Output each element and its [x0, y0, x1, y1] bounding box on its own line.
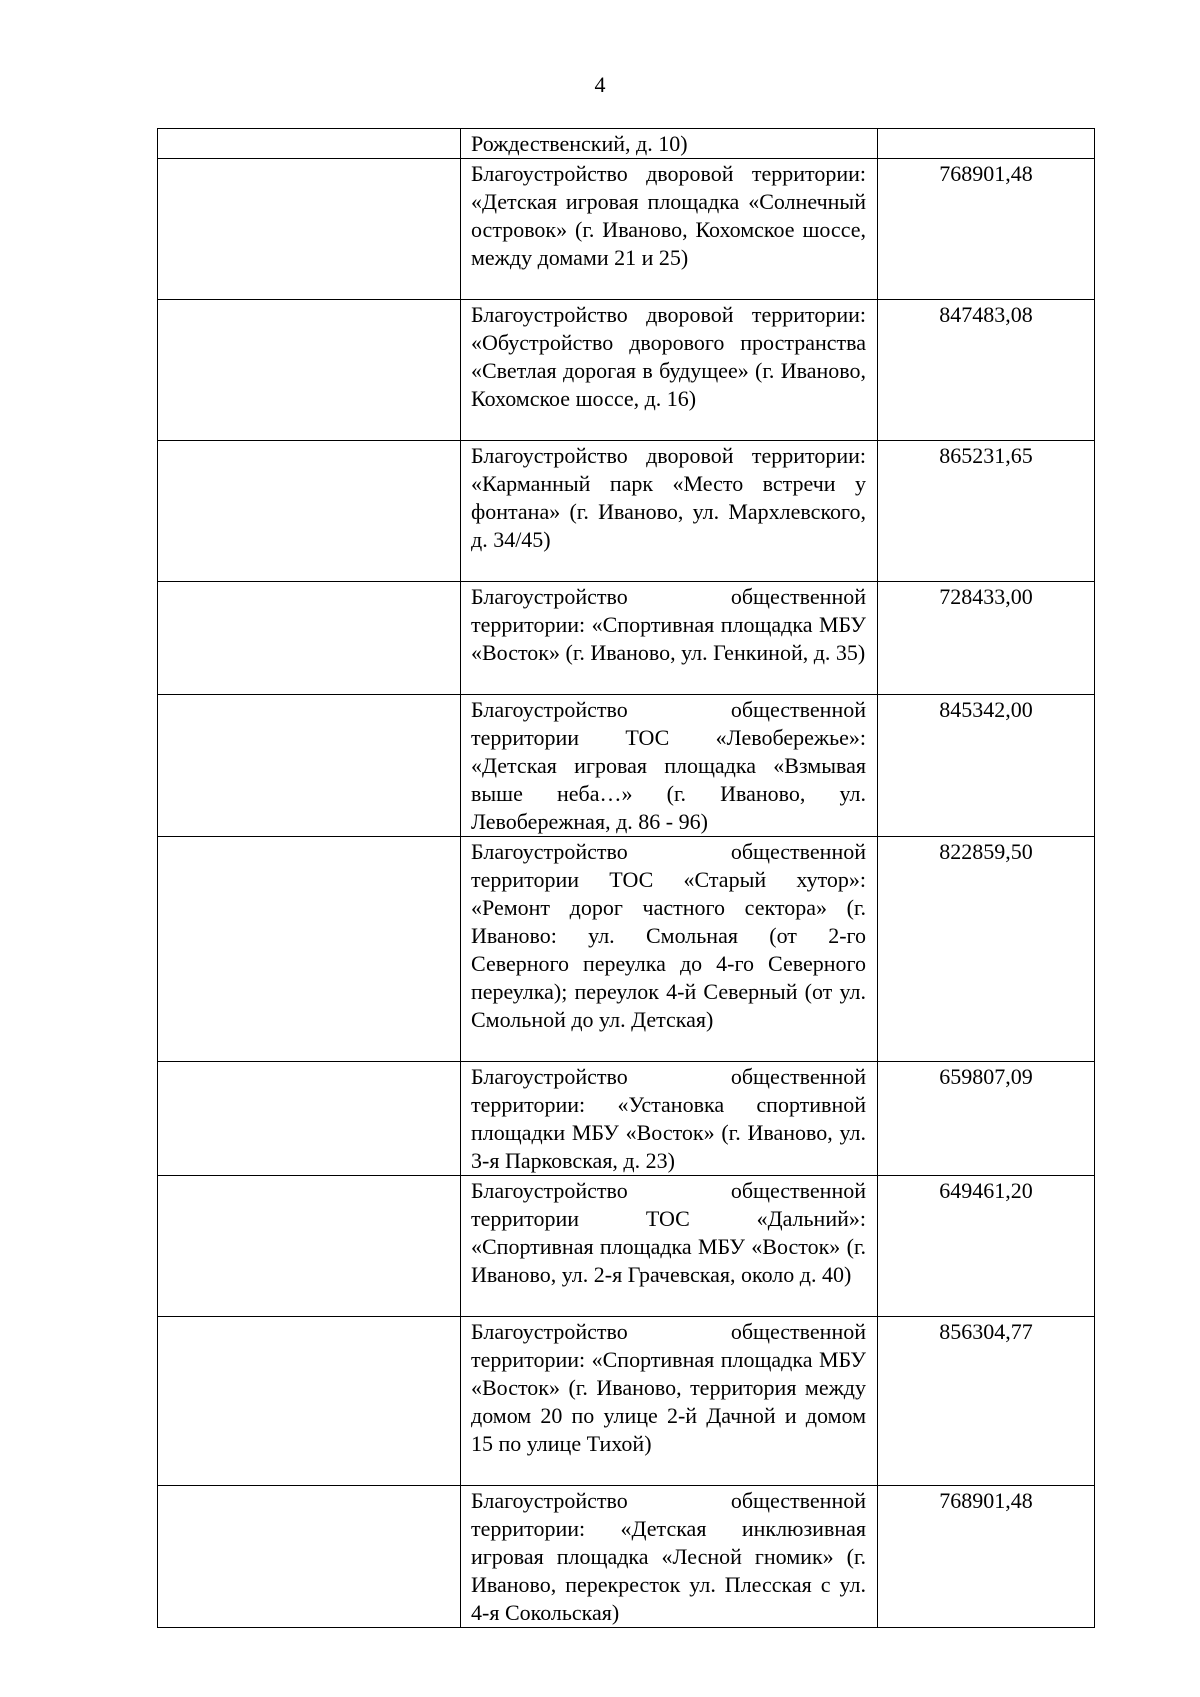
- table-row: [158, 695, 1095, 837]
- table-cell-amount: [878, 129, 1095, 159]
- table-cell-empty: [158, 159, 461, 300]
- table-cell-description: Благоустройство общественной территории: «Детская инклюзивная игровая площадка «Лесной гномик» (г. Иваново, перекресток ул. Плесская с ул. 4-я Сокольская): [461, 1486, 878, 1628]
- projects-table: [157, 128, 1095, 1628]
- table-cell-description: Благоустройство общественной территории ТОС «Старый хутор»: «Ремонт дорог частного сектора» (г. Иваново: ул. Смольная (от 2-го Северного переулка до 4-го Северного переулка); переулок 4-й Северный (от ул. Смольной до ул. Детская): [461, 837, 878, 1062]
- table-cell-description: Благоустройство общественной территории: «Спортивная площадка МБУ «Восток» (г. Иваново, территория между домом 20 по улице 2-й Дачной и домом 15 по улице Тихой): [461, 1317, 878, 1486]
- table-row: [158, 1176, 1095, 1317]
- table-cell-description: Благоустройство общественной территории: «Установка спортивной площадки МБУ «Восток» (г. Иваново, ул. 3-я Парковская, д. 23): [461, 1062, 878, 1176]
- table-cell-amount: 728433,00: [878, 582, 1095, 695]
- table-cell-description: Благоустройство общественной территории ТОС «Дальний»: «Спортивная площадка МБУ «Восток» (г. Иваново, ул. 2-я Грачевская, около д. 40): [461, 1176, 878, 1317]
- table-row: [158, 1062, 1095, 1176]
- table-cell-empty: [158, 695, 461, 837]
- table-cell-empty: [158, 1062, 461, 1176]
- table-cell-amount: 865231,65: [878, 441, 1095, 582]
- table-row: [158, 441, 1095, 582]
- table-row: [158, 582, 1095, 695]
- table-cell-description: Благоустройство дворовой территории: «Обустройство дворового пространства «Светлая дорогая в будущее» (г. Иваново, Кохомское шоссе, д. 16): [461, 300, 878, 441]
- table-row: [158, 1486, 1095, 1628]
- table-row: [158, 159, 1095, 300]
- table-cell-empty: [158, 129, 461, 159]
- table-cell-amount: 822859,50: [878, 837, 1095, 1062]
- table-row: [158, 129, 1095, 159]
- table-row: [158, 300, 1095, 441]
- table-cell-amount: 659807,09: [878, 1062, 1095, 1176]
- table-cell-description: Рождественский, д. 10): [461, 129, 878, 159]
- table-cell-empty: [158, 441, 461, 582]
- table-cell-amount: 768901,48: [878, 1486, 1095, 1628]
- table-cell-empty: [158, 1176, 461, 1317]
- table-cell-description: Благоустройство общественной территории: «Спортивная площадка МБУ «Восток» (г. Иваново, ул. Генкиной, д. 35): [461, 582, 878, 695]
- table-cell-amount: 856304,77: [878, 1317, 1095, 1486]
- table-cell-description: Благоустройство общественной территории ТОС «Левобережье»: «Детская игровая площадка «Взмывая выше неба…» (г. Иваново, ул. Левобережная, д. 86 - 96): [461, 695, 878, 837]
- table-cell-description: Благоустройство дворовой территории: «Карманный парк «Место встречи у фонтана» (г. Иваново, ул. Мархлевского, д. 34/45): [461, 441, 878, 582]
- page-number: 4: [594, 72, 606, 97]
- table-cell-amount: 649461,20: [878, 1176, 1095, 1317]
- table-row: [158, 837, 1095, 1062]
- table-cell-empty: [158, 837, 461, 1062]
- table-row: [158, 1317, 1095, 1486]
- table-cell-empty: [158, 582, 461, 695]
- table-cell-amount: 768901,48: [878, 159, 1095, 300]
- table-cell-amount: 845342,00: [878, 695, 1095, 837]
- table-cell-empty: [158, 300, 461, 441]
- table-cell-empty: [158, 1317, 461, 1486]
- table-cell-description: Благоустройство дворовой территории: «Детская игровая площадка «Солнечный островок» (г. Иваново, Кохомское шоссе, между домами 21 и 25): [461, 159, 878, 300]
- table-cell-empty: [158, 1486, 461, 1628]
- table-cell-amount: 847483,08: [878, 300, 1095, 441]
